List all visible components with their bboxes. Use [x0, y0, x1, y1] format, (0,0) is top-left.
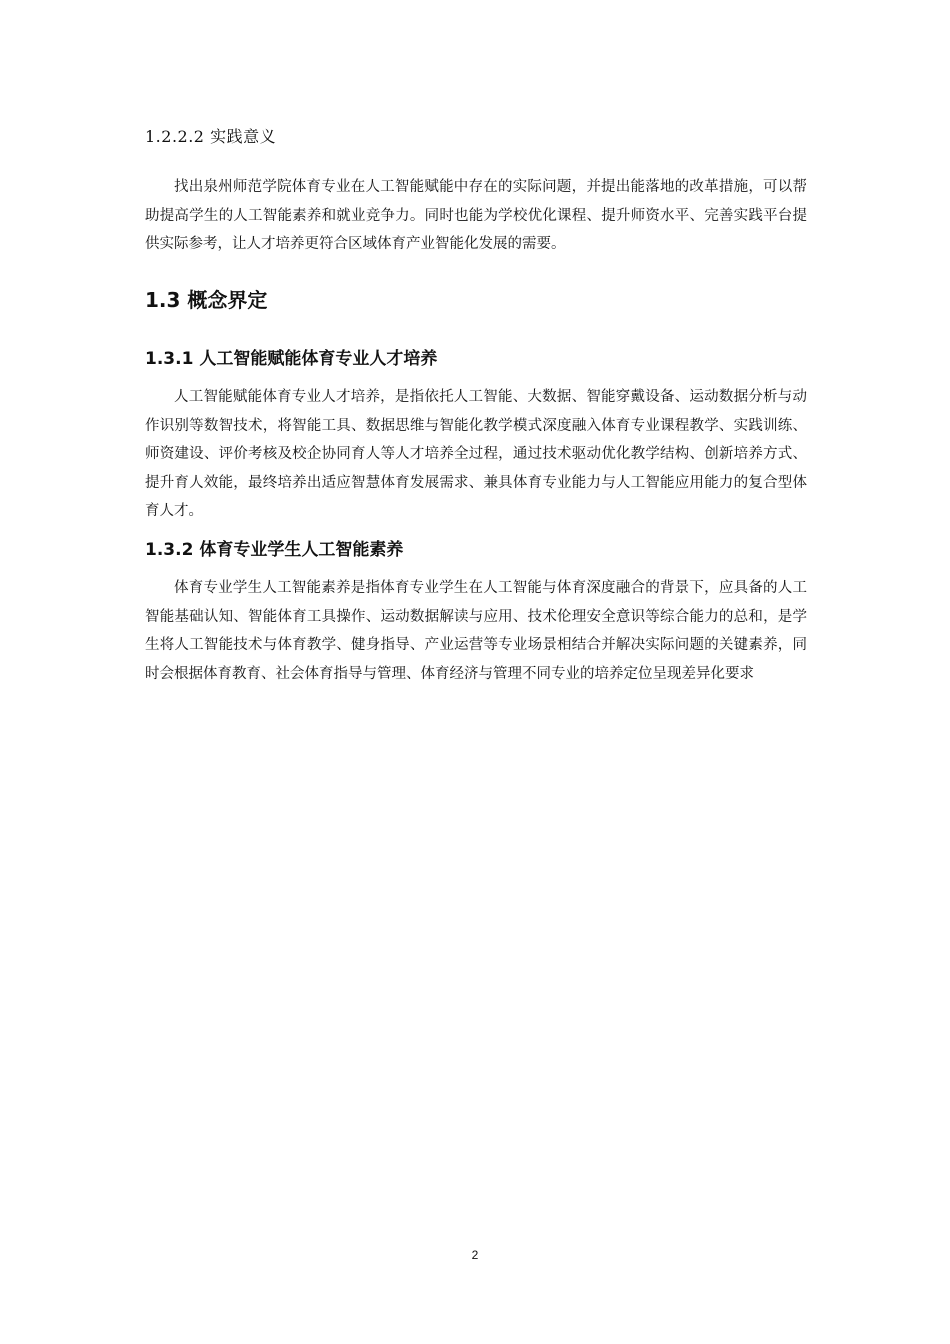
heading-1-2-2-2: 1.2.2.2 实践意义: [145, 127, 277, 146]
heading-1-3-1: 1.3.1 人工智能赋能体育专业人才培养: [145, 349, 438, 369]
paragraph-ai-literacy: 体育专业学生人工智能素养是指体育专业学生在人工智能与体育深度融合的背景下，应具备的人工智能基础认知、智能体育工具操作、运动数据解读与应用、技术伦理安全意识等综合能力的总和，是学生将人工智能技术与体育教学、健身指导、产业运营等专业场景相结合并解决实际问题的关键素养，同时会根据体育教育、社会体育指导与管理、体育经济与管理不同专业的培养定位呈现差异化要求: [145, 580, 807, 682]
paragraph-ai-empowered-training: 人工智能赋能体育专业人才培养，是指依托人工智能、大数据、智能穿戴设备、运动数据分析与动作识别等数智技术，将智能工具、数据思维与智能化教学模式深度融入体育专业课程教学、实践训练、师资建设、评价考核及校企协同育人等人才培养全过程，通过技术驱动优化教学结构、创新培养方式、提升育人效能，最终培养出适应智慧体育发展需求、兼具体育专业能力与人工智能应用能力的复合型体育人才。: [145, 389, 807, 520]
page-number: 2: [471, 1248, 479, 1262]
paragraph-practical-significance: 找出泉州师范学院体育专业在人工智能赋能中存在的实际问题，并提出能落地的改革措施，可以帮助提高学生的人工智能素养和就业竞争力。同时也能为学校优化课程、提升师资水平、完善实践平台提供实际参考，让人才培养更符合区域体育产业智能化发展的需要。: [145, 179, 807, 253]
heading-1-3-2: 1.3.2 体育专业学生人工智能素养: [145, 540, 404, 560]
heading-1-3: 1.3 概念界定: [145, 288, 268, 312]
